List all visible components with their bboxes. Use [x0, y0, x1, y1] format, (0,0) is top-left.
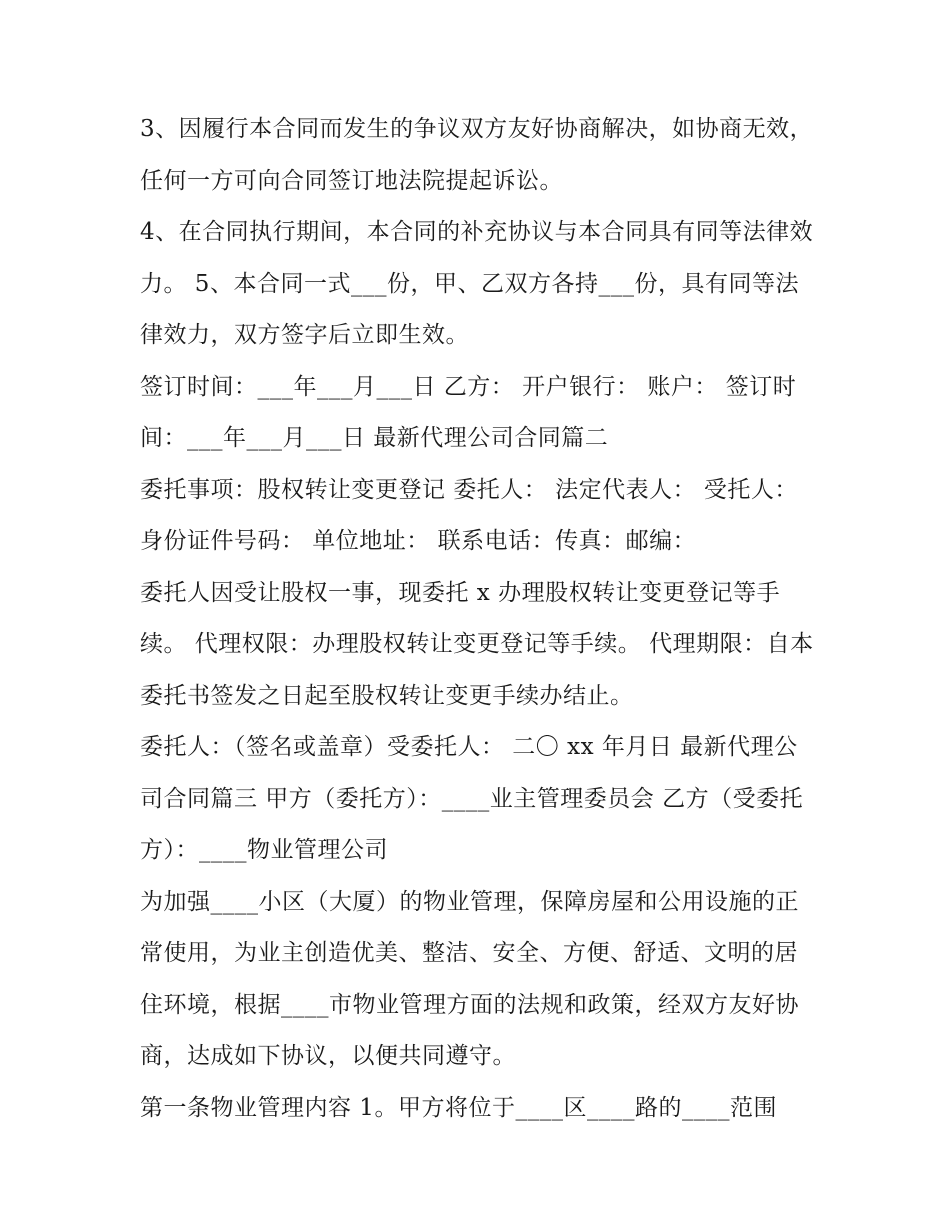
paragraph-agency-scope: 委托人因受让股权一事，现委托 x 办理股权转让变更登记等手续。 代理权限：办理股权转让变更登记等手续。 代理期限：自本委托书签发之日起至股权转让变更手续办结止。: [140, 579, 814, 709]
paragraph-entrusted-matters: 委托事项：股权转让变更登记 委托人： 法定代表人： 受托人：身份证件号码： 单位地址： 联系电话：传真：邮编：: [140, 476, 798, 554]
paragraph-dispute-resolution: 3、因履行本合同而发生的争议双方友好协商解决，如协商无效，任何一方可向合同签订地法院提起诉讼。: [140, 116, 814, 194]
paragraph-article-one: 第一条物业管理内容 1。甲方将位于____区____路的____范围: [140, 1094, 777, 1121]
document-body: [140, 104, 815, 1134]
paragraph-signing-time: 签订时间：___年___月___日 乙方： 开户银行： 账户： 签订时间：___年___月___日 最新代理公司合同篇二: [140, 373, 797, 451]
paragraph-supplementary-agreement: 4、在合同执行期间，本合同的补充协议与本合同具有同等法律效力。 5、本合同一式___份，甲、乙双方各持___份，具有同等法律效力，双方签字后立即生效。: [140, 219, 814, 348]
paragraph-property-purpose: 为加强____小区（大厦）的物业管理，保障房屋和公用设施的正常使用，为业主创造优美、整洁、安全、方便、舒适、文明的居住环境，根据____市物业管理方面的法规和政策，经双方友好协商，达成如下协议，以便共同遵守。: [140, 888, 799, 1069]
paragraph-signatures-contract-three: 委托人：（签名或盖章）受委托人： 二〇 xx 年月日 最新代理公司合同篇三 甲方（委托方）：____业主管理委员会 乙方（受委托方）：____物业管理公司: [140, 734, 804, 863]
